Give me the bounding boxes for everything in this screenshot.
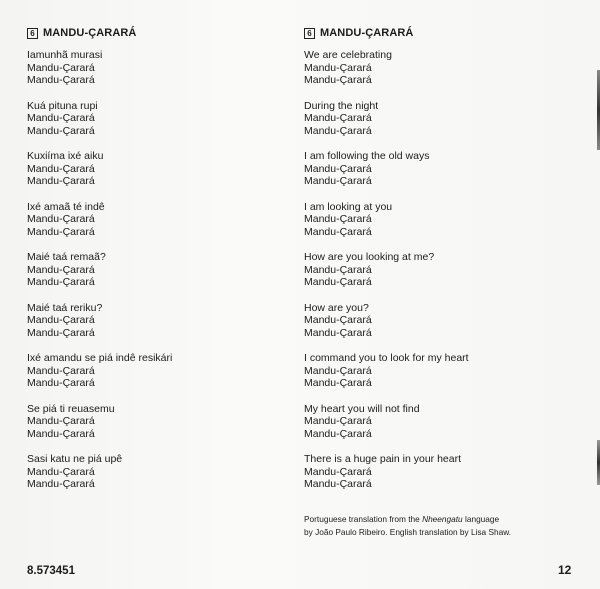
lyric-line: Maié taá remaã? bbox=[27, 251, 106, 263]
stanza bbox=[304, 453, 574, 491]
stanza bbox=[27, 403, 287, 441]
lyric-line: Sasi katu ne piá upê bbox=[27, 453, 123, 465]
stanza bbox=[304, 251, 574, 289]
lyric-line: Mandu-Çarará bbox=[304, 465, 372, 478]
lyric-line: Mandu-Çarará bbox=[27, 263, 95, 276]
lyric-line: Se piá ti reuasemu bbox=[27, 402, 115, 415]
lyric-line: We are celebrating bbox=[304, 49, 392, 61]
lyric-line: Mandu-Çarará bbox=[304, 427, 372, 440]
lyric-line: Ixé amaã té indê bbox=[27, 200, 105, 213]
lyric-line: My heart you will not find bbox=[304, 402, 420, 415]
lyric-line: Mandu-Çarará bbox=[27, 175, 95, 187]
translation-credits bbox=[304, 513, 584, 539]
lyrics-stanzas bbox=[27, 49, 287, 491]
lyric-line: Mandu-Çarará bbox=[27, 124, 95, 137]
stanza bbox=[304, 302, 574, 340]
stanza bbox=[304, 49, 574, 87]
lyric-line: Mandu-Çarará bbox=[304, 377, 372, 389]
lyric-line: Mandu-Çarará bbox=[27, 377, 95, 389]
lyric-line: Maié taá reriku? bbox=[27, 301, 103, 314]
stanza bbox=[27, 352, 287, 390]
lyric-line: Mandu-Çarará bbox=[304, 124, 372, 137]
lyric-line: Mandu-Çarará bbox=[27, 74, 95, 86]
lyric-line: Mandu-Çarará bbox=[27, 427, 95, 440]
lyric-line: Mandu-Çarará bbox=[304, 326, 372, 339]
song-heading-translation bbox=[304, 26, 574, 40]
stanza bbox=[304, 201, 574, 239]
song-title: MANDU-ÇARARÁ bbox=[320, 27, 414, 39]
lyric-line: Mandu-Çarará bbox=[304, 364, 372, 377]
stanza bbox=[27, 251, 287, 289]
credits-line-2: by João Paulo Ribeiro. English translation by Lisa Shaw. bbox=[304, 527, 512, 537]
lyric-line: Mandu-Çarará bbox=[304, 213, 372, 225]
stanza bbox=[27, 201, 287, 239]
lyric-line: Mandu-Çarará bbox=[304, 74, 372, 86]
lyric-line: How are you? bbox=[304, 301, 369, 314]
stanza bbox=[27, 100, 287, 138]
lyric-line: I command you to look for my heart bbox=[304, 352, 469, 364]
lyric-line: How are you looking at me? bbox=[304, 251, 435, 263]
lyric-line: Mandu-Çarará bbox=[304, 263, 372, 276]
catalog-number: 8.573451 bbox=[27, 565, 75, 577]
lyric-line: Mandu-Çarará bbox=[304, 478, 372, 490]
lyric-line: I am looking at you bbox=[304, 200, 393, 213]
lyric-line: Mandu-Çarará bbox=[27, 162, 95, 175]
stanza bbox=[304, 100, 574, 138]
lyric-line: Mandu-Çarará bbox=[27, 364, 95, 377]
lyric-line: Mandu-Çarará bbox=[304, 276, 372, 288]
lyric-line: Mandu-Çarará bbox=[27, 213, 95, 225]
stanza bbox=[304, 150, 574, 188]
stanza bbox=[304, 352, 574, 390]
lyric-line: Iamunhã murasi bbox=[27, 49, 103, 61]
lyric-line: Mandu-Çarará bbox=[27, 112, 95, 124]
lyric-line: Mandu-Çarará bbox=[27, 61, 95, 74]
lyric-line: I am following the old ways bbox=[304, 150, 430, 162]
lyric-line: During the night bbox=[304, 99, 379, 112]
lyrics-stanzas bbox=[304, 49, 574, 491]
lyric-line: Mandu-Çarará bbox=[304, 162, 372, 175]
stanza bbox=[304, 403, 574, 441]
english-lyrics-column bbox=[304, 26, 574, 504]
lyric-line: Mandu-Çarará bbox=[304, 61, 372, 74]
stanza bbox=[27, 453, 287, 491]
lyric-line: Mandu-Çarará bbox=[304, 175, 372, 187]
lyric-line: Mandu-Çarará bbox=[27, 415, 95, 427]
lyric-line: Mandu-Çarará bbox=[27, 314, 95, 326]
credits-line-1: Portuguese translation from the Nheengatu language bbox=[304, 514, 500, 524]
lyric-line: Mandu-Çarará bbox=[27, 478, 95, 490]
lyric-line: Mandu-Çarará bbox=[304, 415, 372, 427]
portuguese-lyrics-column bbox=[27, 26, 287, 504]
lyric-line: Mandu-Çarará bbox=[27, 326, 95, 339]
lyric-line: Kuá pituna rupi bbox=[27, 99, 98, 112]
lyric-line: There is a huge pain in your heart bbox=[304, 453, 462, 465]
lyric-line: Ixé amandu se piá indê resikári bbox=[27, 352, 173, 364]
lyric-line: Kuxiíma ixé aiku bbox=[27, 150, 104, 162]
song-heading-original bbox=[27, 26, 287, 40]
language-name: Nheengatu bbox=[422, 514, 463, 524]
lyric-line: Mandu-Çarará bbox=[27, 276, 95, 288]
stanza bbox=[27, 302, 287, 340]
song-title: MANDU-ÇARARÁ bbox=[43, 27, 137, 39]
lyric-line: Mandu-Çarará bbox=[27, 225, 95, 238]
track-number-badge: 6 bbox=[304, 28, 315, 39]
lyric-line: Mandu-Çarará bbox=[304, 225, 372, 238]
lyric-line: Mandu-Çarará bbox=[27, 465, 95, 478]
track-number-badge: 6 bbox=[27, 28, 38, 39]
page-number: 12 bbox=[558, 563, 572, 577]
stanza bbox=[27, 150, 287, 188]
lyric-line: Mandu-Çarará bbox=[304, 314, 372, 326]
lyric-line: Mandu-Çarará bbox=[304, 112, 372, 124]
stanza bbox=[27, 49, 287, 87]
